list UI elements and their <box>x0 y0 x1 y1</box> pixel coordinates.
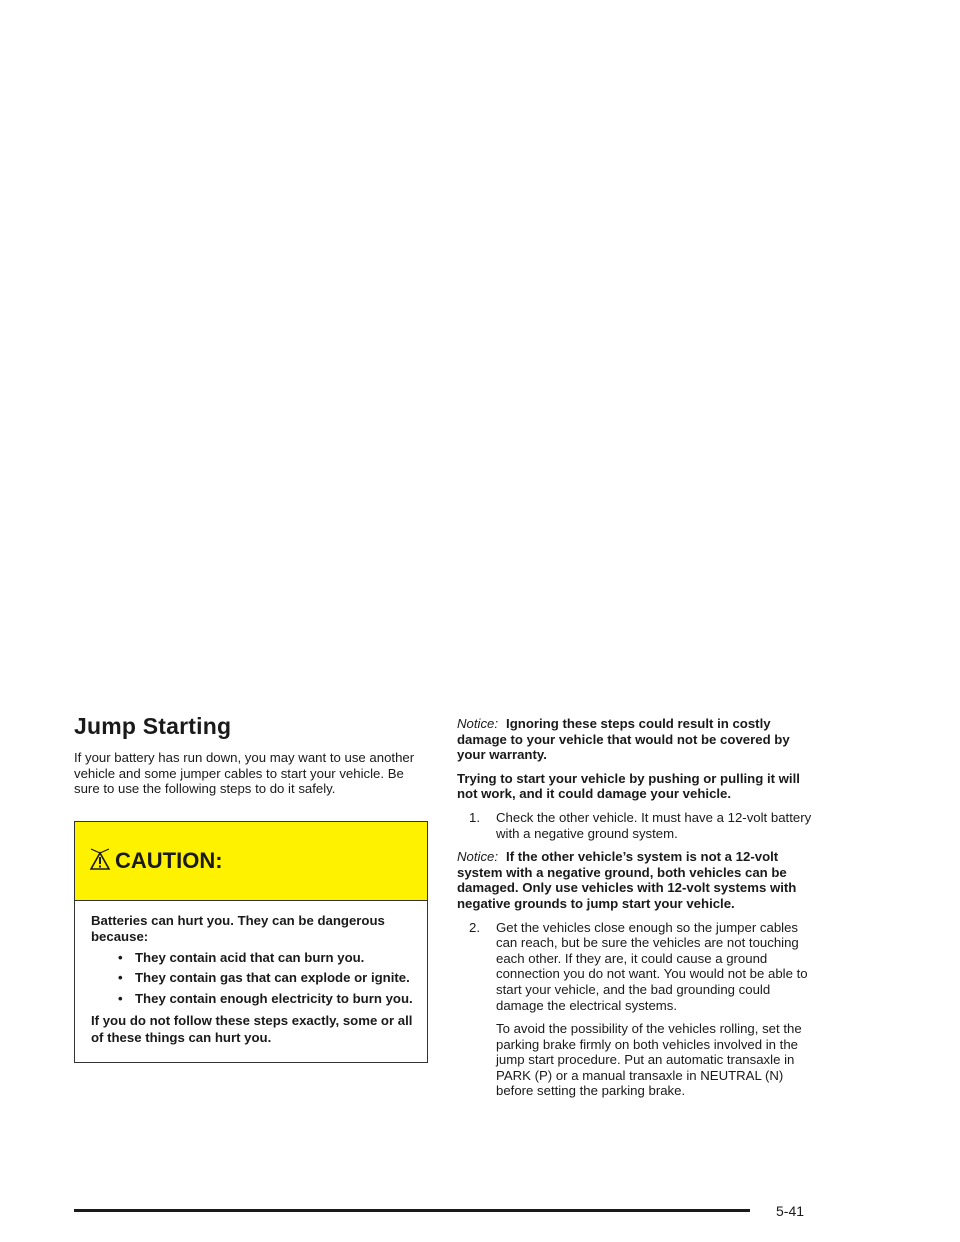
caution-box <box>74 821 428 1064</box>
section-heading: Jump Starting <box>74 713 232 739</box>
notice-label: Notice: <box>457 849 499 865</box>
caution-closing: If you do not follow these steps exactly, some or all of these things can hurt you. <box>91 1013 413 1045</box>
push-start-warning: Trying to start your vehicle by pushing or pulling it will not work, and it could damage your vehicle. <box>457 770 800 802</box>
right-column <box>457 716 817 1107</box>
page-number: 5-41 <box>776 1203 805 1219</box>
intro-paragraph: If your battery has run down, you may want to use another vehicle and some jumper cables to start your vehicle. Be sure to use the following steps to do it safely. <box>74 750 415 797</box>
step-1: 1. Check the other vehicle. It must have a 12-volt battery with a negative ground system. <box>469 809 812 841</box>
notice-ignoring-steps: Notice: Ignoring these steps could result in costly damage to your vehicle that would not be covered by your warranty. <box>457 716 790 763</box>
caution-bullet: • They contain gas that can explode or ignite. <box>118 970 410 986</box>
caution-bullet: • They contain acid that can burn you. <box>118 949 365 965</box>
warning-triangle-icon <box>89 847 111 871</box>
caution-bullet-list <box>91 950 413 1008</box>
notice-12-volt-system: Notice: If the other vehicle’s system is not a 12-volt system with a negative ground, both vehicles can be damaged. Only use vehicles with 12-volt systems with negative grounds to jump start your vehicle. <box>457 849 797 911</box>
left-column <box>74 713 432 1063</box>
caution-bullet: • They contain enough electricity to burn you. <box>118 990 413 1006</box>
notice-label: Notice: <box>457 716 499 731</box>
caution-header <box>75 822 427 901</box>
step-2: 2. Get the vehicles close enough so the jumper cables can reach, but be sure the vehicles are not touching each other. If they are, it could cause a ground connection you do not want. You would not be able to start your vehicle, and the bad grounding could damage the electrical systems. <box>469 919 808 1013</box>
step-number: 1. <box>469 809 480 825</box>
step-number: 2. <box>469 919 480 935</box>
caution-lead: Batteries can hurt you. They can be dangerous because: <box>91 912 385 945</box>
step-2-continuation: To avoid the possibility of the vehicles rolling, set the parking brake firmly on both vehicles involved in the jump start procedure. Put an automatic transaxle in PARK (P) or a manual transaxle in NEUTRAL (N) before setting the parking brake. <box>496 1021 802 1099</box>
caution-title: CAUTION: <box>115 847 223 873</box>
footer-rule <box>74 1209 750 1212</box>
caution-body <box>75 901 427 1063</box>
